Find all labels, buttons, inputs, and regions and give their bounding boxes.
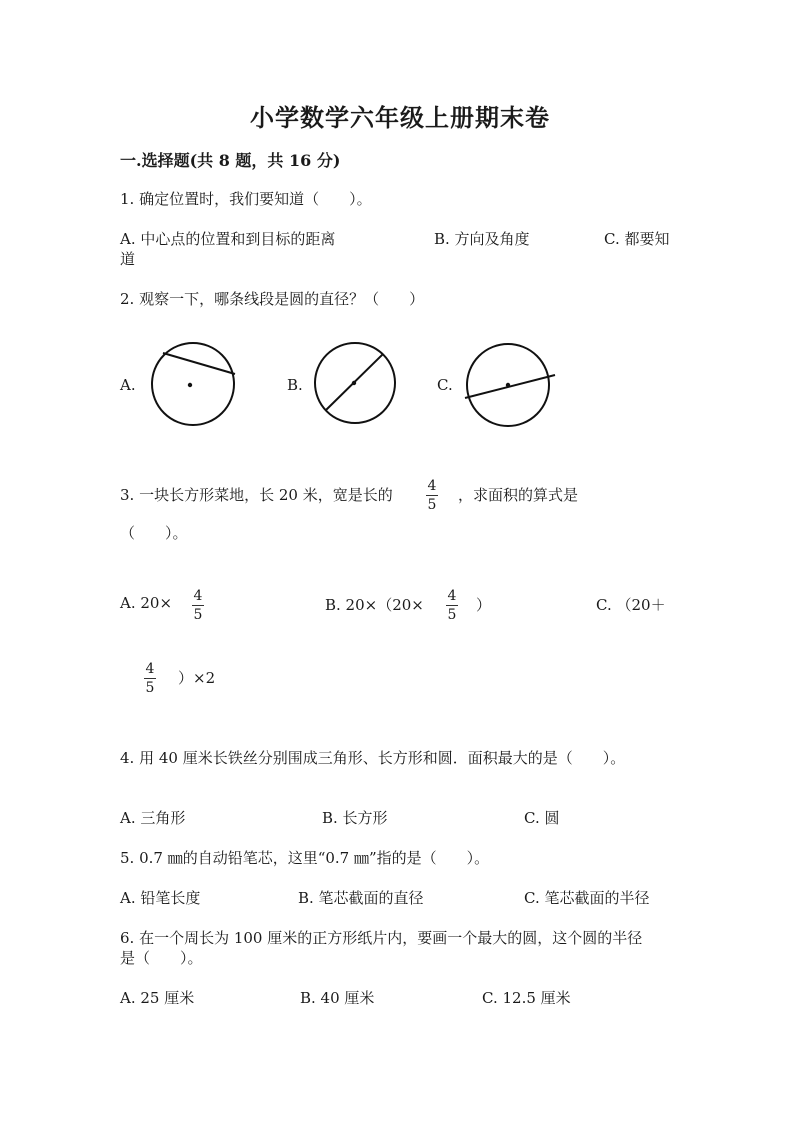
fraction-denominator: 5 (447, 607, 457, 623)
fraction-numerator: 4 (427, 478, 437, 494)
q6-option-a[interactable]: A. 25 厘米 (120, 989, 195, 1007)
q3-option-c-fraction (144, 661, 156, 696)
circle-figure-a (150, 342, 238, 428)
q6-option-b[interactable]: B. 40 厘米 (300, 989, 375, 1007)
q3-option-b-fraction (446, 588, 458, 623)
q3-stem-part2: ，求面积的算式是 (458, 486, 579, 504)
q1-option-b[interactable]: B. 方向及角度 (434, 230, 530, 248)
q5-option-b[interactable]: B. 笔芯截面的直径 (298, 889, 424, 907)
q3-option-b[interactable]: B. 20×（20× (325, 596, 424, 614)
q4-stem: 4. 用 40 厘米长铁丝分别围成三角形、长方形和圆．面积最大的是（ ）。 (120, 749, 626, 767)
fraction-bar (144, 678, 156, 679)
q3-option-a[interactable]: A. 20× (120, 594, 173, 612)
circle-figure-c (464, 342, 556, 428)
fraction-denominator: 5 (145, 680, 155, 696)
q2-stem: 2. 观察一下，哪条线段是圆的直径？（ ） (120, 290, 425, 308)
q3-option-c[interactable]: C. （20＋ (596, 596, 666, 614)
section-heading: 一.选择题(共 8 题，共 16 分) (120, 151, 341, 170)
q4-option-a[interactable]: A. 三角形 (120, 809, 186, 827)
page-title: 小学数学六年级上册期末卷 (250, 103, 550, 132)
fraction-bar (192, 605, 204, 606)
q5-stem: 5. 0.7 ㎜的自动铅笔芯，这里“0.7 ㎜”指的是（ ）。 (120, 849, 490, 867)
q3-option-a-fraction (192, 588, 204, 623)
circle-figure-b (314, 342, 398, 426)
q3-fraction (426, 478, 438, 513)
fraction-numerator: 4 (193, 588, 203, 604)
q4-option-b[interactable]: B. 长方形 (322, 809, 388, 827)
q1-stem: 1. 确定位置时，我们要知道（ ）。 (120, 190, 372, 208)
q6-option-c[interactable]: C. 12.5 厘米 (482, 989, 571, 1007)
fraction-denominator: 5 (193, 607, 203, 623)
q1-option-c[interactable]: C. 都要知 (604, 230, 670, 248)
fraction-numerator: 4 (145, 661, 155, 677)
q3-stem-part1: 3. 一块长方形菜地，长 20 米，宽是长的 (120, 486, 393, 504)
q4-option-c[interactable]: C. 圆 (524, 809, 560, 827)
fraction-numerator: 4 (447, 588, 457, 604)
q2-option-b[interactable]: B. (287, 376, 303, 394)
q2-option-c[interactable]: C. (437, 376, 453, 394)
q6-stem-line2: 是（ ）。 (120, 949, 203, 967)
q3-stem-line2: （ ）。 (120, 524, 188, 542)
fraction-bar (426, 495, 438, 496)
fraction-bar (446, 605, 458, 606)
q1-option-a[interactable]: A. 中心点的位置和到目标的距离 (120, 230, 336, 248)
q2-option-a[interactable]: A. (120, 376, 136, 394)
q3-option-c-cont: ）×2 (178, 669, 216, 687)
q3-option-b-close: ） (476, 596, 492, 614)
fraction-denominator: 5 (427, 497, 437, 513)
q5-option-c[interactable]: C. 笔芯截面的半径 (524, 889, 650, 907)
q5-option-a[interactable]: A. 铅笔长度 (120, 889, 201, 907)
q1-option-c-cont: 道 (120, 250, 136, 268)
q6-stem-line1: 6. 在一个周长为 100 厘米的正方形纸片内，要画一个最大的圆，这个圆的半径 (120, 929, 643, 947)
